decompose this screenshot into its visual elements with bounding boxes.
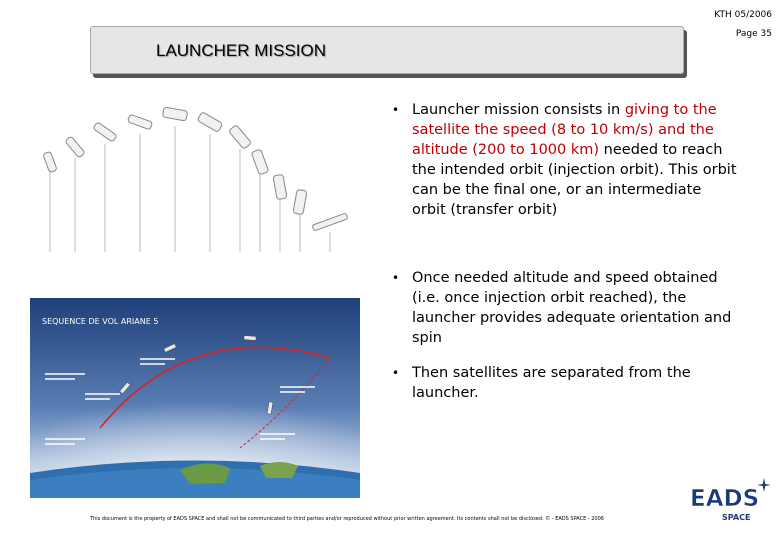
page-number: Page 35 xyxy=(735,29,772,39)
ariane5-flight-sequence-figure xyxy=(30,298,360,498)
bullet-item xyxy=(392,100,737,220)
bullet-marker: • xyxy=(392,271,400,285)
doc-reference: KTH 05/2006 xyxy=(714,10,772,20)
bullet-text: Launcher mission consists in xyxy=(412,102,625,118)
bullet-marker: • xyxy=(392,103,400,117)
eads-space-logo xyxy=(690,476,772,526)
stage-separation-illustration xyxy=(30,92,360,262)
bullet-text: Then satellites are separated from the launcher. xyxy=(412,365,691,401)
bullet-marker: • xyxy=(392,366,400,380)
bullet-item xyxy=(392,268,737,348)
title-box xyxy=(90,26,684,74)
logo-name: EADS xyxy=(690,486,760,512)
bullet-text: Once needed altitude and speed obtained (i.e. once injection orbit reached), the launcher provides adequate orientation and spin xyxy=(412,270,732,346)
bullet-text-continued: needed to reach the intended orbit (injection orbit). This orbit can be the final one, or an intermediate orbit (transfer orbit) xyxy=(412,142,737,218)
panel-title: SEQUENCE DE VOL ARIANE 5 xyxy=(42,317,159,326)
logo-sub: SPACE xyxy=(722,513,751,522)
bullet-item xyxy=(392,363,737,403)
highlighted-text: giving to the satellite the speed (8 to 10 km/s) and the altitude (200 to 1000 km) xyxy=(412,102,717,158)
slide-title: LAUNCHER MISSION xyxy=(155,41,327,60)
footer-disclaimer: This document is the property of EADS SPACE and shall not be communicated to third parties and/or reproduced without prior written agreement. Its contents shall not be disclosed. © - EADS SPACE - 2006 xyxy=(90,516,604,522)
